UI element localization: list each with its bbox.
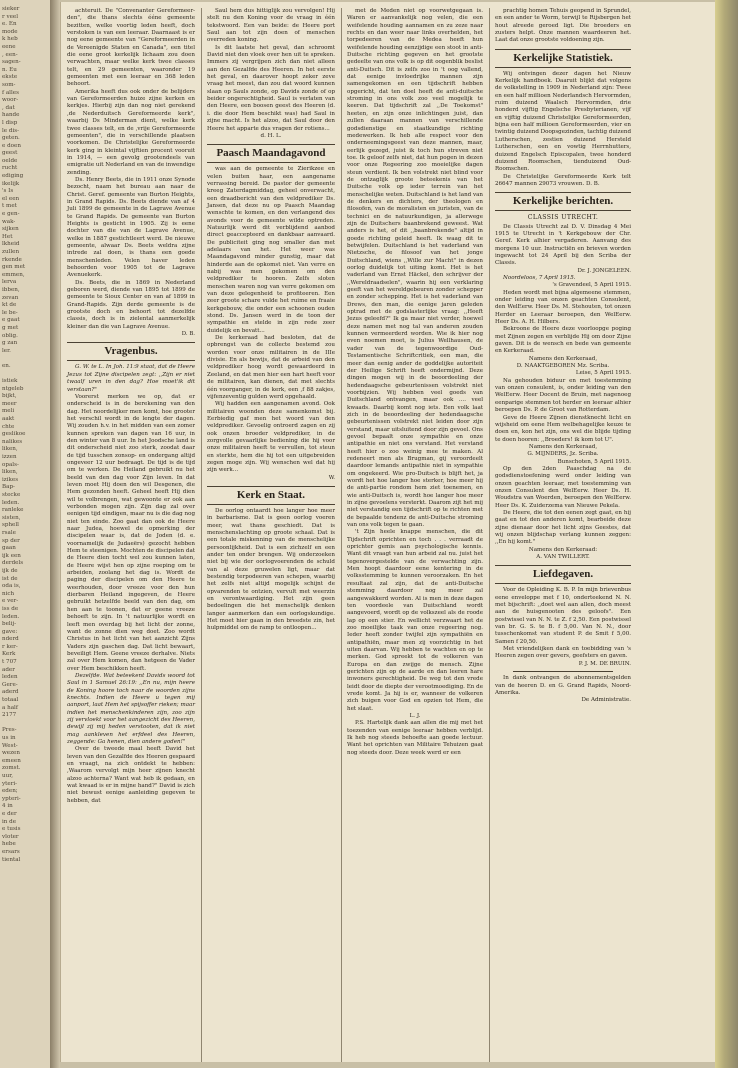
signature: Bunschoten, 5 April 1915. (557, 458, 631, 465)
signature: P. J. M. DE BRUIN. (578, 660, 631, 667)
spine-text: sieker r veel e. En mode k heb eene , een- sagen- n. Eu ekste som- f alles woor- , dat hande l disp le dis- geten. e doen geest oelde rucht ediging ikelijk 's Is el een t met e gen- wak- sijken Het lkheid zullen rkende gen met emmen, lerva ibben, zevan kt de le be- e gaat g met oblig. g zan ler. en. istiek ntgeleb bijkt, meer meli aakt chte geslikoe nalikes liken, izzen opals- liken, izikes Bap- stecke leden. ranleke sisten, sphell rsale sp der gaan ijk een derdels ijk de ist de oda is, nich e ver- iss de leden. belij- gave: nderd r ker- Kerk t 707 ader leden Gere- aderd totaal a half 2177 Pres- us in West- wezen emeen zomst. uur, yteri- eden; ypteri- 4 in e der in de e tusis vloter hebe ersars tiental (2, 6, 26, 863)
article-paragraph: De kerkeraad had besloten, dat de opbrengst van de collecte bestemd zou worden voor onze militairen in de IIIe divisie. En als bewijs, dat de arbeid van den veldprediker hoog wordt gewaardeerd in Zeeland, en dat men hier een hart heeft voor de militairen, kan dienen, dat met slechts één voorganger, in de kerk, een ,f 88 zakjes, vijfenzeventig gulden werd opgehaald. (207, 335, 335, 400)
spine-previous-page (0, 0, 51, 1068)
article-paragraph: In dank ontvangen de abonnementsgelden van de heeren D. en G. Grand Rapids, Noord-Amerika. (495, 675, 631, 696)
column-divider (341, 8, 342, 1062)
divider (513, 671, 613, 672)
article-paragraph: De Christelijke Gereformeerde Kerk telt 26647 mannen 29073 vrouwen. D. B. (495, 173, 631, 187)
article-paragraph: Saul hem dus hittiglijk zou vervolgen! Hij stelt nu den Koning voor de vraag in één tekstwoord. Een van beide: de Heere port Saul aan tot zijn doen of menschen overreden koning. (207, 8, 335, 44)
article-paragraph: De oorlog ontaardt hoe langer hoe meer in barbarisme. Dat is geen oorlog voeren meer, wat thans geschiedt. Dat is menschenslachting op groote schaal. Dat is een totale miskenning van de menschelijke persoonlijkheid. Dat is een zichzelf en een ander ten onder brengen. Wij onderzoeken niet bij wie der oorlogvoerenden de schuld van al deze gruwelen ligt, maar dat bestendig terpodeeren van schepen, waarbij het zelfs niet altijd mogelijk schijnt de opvarenden te ontzien, vervult met weerzin en verontwaardiging. Het zijn geen bedoelingen die het menschelijk denken langer aanmerken dan een oorlogskundige. Het moet hier gaan in den breedste zin, het hulpmiddel om de ramp te ontloopen... (207, 507, 335, 632)
article-paragraph: d. H. L. (260, 132, 282, 139)
article-paragraph: 't Zijn heele knappe menschen, die dit Tijdschrift oprichten en toch . . . verraadt de oprichter gemis aan psychologische kennis. Want dit vraagt van hun arbeid zal nu. juist het tegenovergestelde van de verwachting zijn. Men hoopt daardoor eene kentering in de volksstemming te kunnen veroorzaken. En het resultaat zal zijn, dat de anti-Duitsche stemming daardoor nog meer zal aangewakkerd worden. Al is men in deze dagen ten voordeele van Duitschland wordt aangevoerd, wordt op de volkszeel als de roode lap op een stier. En wellicht verzwaart het de zoo moeilijke taak van onze regeering nog. Ieder heeft zonder twijfel zijn sympathiën en antipathiën, maar men zij voorzichtig in het uiten daarvan. Wij hebben te wachten en op te merken. God spreekt tot de volkeren van Europa en dan zwijge de mensch. Zijne gerichten zijn op de aarde en dan leeren hare inwoners gerechtigheid. De weg tot den vrede leidt door de diepte der verootmoediging. En de vrede komt. Ja hij is er, wanneer de volkeren zich buigen voor God en opzien tot Hem, die het slaat. (347, 529, 483, 712)
article-paragraph: A. VAN TWILLERT. (536, 554, 590, 561)
signature: De Administratie. (581, 697, 631, 704)
article-paragraph: Voor de Opleiding K. B. P. In mijn brievenbus eene enveloppe met f 10, onderteekend N. N. met bijschrift: ,,doet wel aan allen, doch meest aan de huisgenooten des geloofs". Een postwissel van N. N. te Z. f 2,50. Een postwissel van br. G. S. te B. f 5,00. Van N. N., door tusschenkomst van student P. de Smit f 5,00. Samen f 20,50. (495, 587, 631, 645)
article-paragraph: Noordeloos, 7 April 1915. (503, 274, 576, 281)
column-divider (489, 8, 490, 1062)
section-heading: Kerkelijke berichten. (495, 192, 631, 211)
page-edge (715, 0, 738, 1068)
column-divider (201, 8, 202, 1062)
section-subheading: CLASSIS UTRECHT. (527, 214, 599, 222)
article-paragraph: was aan de gemeente te Zierikzee en velen buiten haar, een aangename verrassing bereid. De pastor der gemeente kreeg Zaterdagmiddag, geheel onverwacht, een draadbericht van den veldprediker Ds. Jansen, dat deze nu op Paasch Maandag wenschte te komen, en den verlangend des avonds voor de gemeente wilde optreden. Natuurlijk werd dit verblijdend aanbod direct geaccepteerd en dankbaar aanvaard. De publiciteit ging nog smaller dan met adelaars van het. Het weer was Maandagavond minder gunstig, maar dat hinderde aan de opkomst niet. Van verre en nabij was men gekomen om den veldprediker te hooren. Zelfs sloten menschen waren nog van verre gekomen om van deze gelegenheid te profiteeren. Een zeer groote schare vulde het ruime en fraaie kerkgebouw, die onder een schoonen ouden stond. Ds. Jansen werd in de toon der sympathie en stelde in zijn rede zeer duidelijk en bevatt... (207, 166, 335, 334)
column-1 (67, 8, 195, 805)
article-paragraph: Namens den Kerkeraad, (528, 443, 598, 450)
article-paragraph: Dezelfde. Wat beteekent Davids woord tot Saul in 1 Samuel 26:19: ,,En nu, mijn heere de Koning hoore toch naar de woorden zijns knechts. Indien de Heere u tegen mij aanport, laat Hem het spijsoffer rieken; maar indien het menschenkinderen zijn, zoo zijn zij vervloekt voor het aangezicht des Heeren, dewijl zij mij heden verstooten, dat ik niet mag aankleven het erfdeel des Heeren, zeggende: Ga henen, dien andere goden!" (67, 672, 195, 745)
column-4 (495, 8, 631, 705)
newspaper-page (60, 2, 716, 1062)
article-paragraph: Wij hadden een aangenamen avond. Ook militairen woonden deze samenkomst bij. Eerbiedig gaf men het woord van den veldprediker. Gevoelig ontroerd zagen en zij ook onzen broeder veldprediker, in de zorgvolle gevaarlijke bediening die hij voor onze militairen heeft te vervullen, tot steun en sterkte, hem die hij tot een uitgebreiden zegen moge zijn. Wij wenschen wel dat hij zijn werk... (207, 401, 335, 474)
article-paragraph: D. NAAKTGEBOREN Mz. Scriba. (516, 363, 610, 370)
article-paragraph: Met vriendelijken dank en toebidding van 's Heeren zegen over gevers, geefsters en gaven. (495, 646, 631, 660)
article-paragraph: Is dit laatste het geval, dan schroomt David niet den vloek over hen uit te spreken. Immers zij vergrijpen zich dan niet alleen aan den Gezalfde des Heeren. In het eerste het geval, en daarover hoopt zeker zeve vraag het meest, dan zou dat woord kunnen slaan op Sauls zonde, op Davids zonde of op beider ongerechtigheid. Saul is verlaten van den Heere, een boosen geest des Heeren (d. i. die door Hem beschikt was) had Saul in zijne macht. Is het alzoo, dat Saul door den Heere het apparte dus vragen der rotiens... (207, 44, 335, 132)
signature: D. B. (181, 331, 195, 338)
article-paragraph: Ds. Beets, die in 1869 in Nederland geboren werd, diende van 1895 tot 1899 de gemeente te Sioux Center en van af 1899 in Grand-Rapids. Zijn derde gemeente is de grootste doch en behoort tot dezelfde classis, doch is in zielental aanmerkelijk kleiner dan die van Lagrave Avenue. (67, 279, 195, 330)
article-paragraph: L. J. (409, 713, 421, 719)
article-paragraph: P.S. Hartelijk dank aan allen die mij met het toezenden van eenige leeraar hebben verblijd. Ik heb nog steeds behoefte aan goede lectuur. Want het oprichten van Militaire Tehuizen gaat nog steeds door. Deze week werd er een (347, 720, 483, 756)
section-heading: Liefdegaven. (495, 565, 631, 584)
binding-gutter (50, 0, 60, 1068)
article-paragraph: Voorerst merken we op, dat er onderscheid is in de berekening van den dag. Het noordelijker men komt, hoe grooter het verschil wordt in de lengte der dagen. Wij zouden h.v. in het midden van een zomer kunnen spreken van dagen van 16 uur, in den winter van 8 uur. In het Joodsche land is dit onderscheid niet zoo sterk, zoodat daar de tijd tusschen zonsop- en ondergang altijd ongeveer 12 uur bedraagt. De tijd is de tijd om te werken. De Heiland gebruikt nu het beeld van den dag voor Zijn leven. In dat leven moet Hij doen den wil Desgenen, die Hem gezonden heeft. Geheel heeft Hij dien wil te volbrengen, wat gewoonte er ook aan verbonden mogen zijn. Zijn dag zal over eenigen tijd eindigen, maar nu is die dag nog niet ten einde. Zoo gaat dan ook de Heere naar Judea, hoewel de opmerking der discipelen waar is, dat de Joden (d. e. voornamelijk de Judaeërs) gezocht hebben Hem te steenigen. Mochten de discipelen dat de Heere dien tocht wel zou kunnen laten, de Heere wijst hen op zijne roeping om te arbeiden, zoolang het dag is. Wordt de paging der discipelen om den Heere te weerhouden, door vreeze voor den hun dierbaren Heiland ingegeven, de Heere gebruikt hetzelfde beeld van den dag, om hen aan te toonen, dat er geene vreeze behoeft te zijn. In 't natuurlijke wordt en leeft men overdag bij het licht der zonne, want de zonne dien weg doet. Zoo wordt Christus in het licht van het aanzicht Zijns Vaders zijn gaschen dag. Dat licht bewaart, beveiligt Hem. Geene vreeze derhalve. Niets zal over Hem komen, dan hetgeen de Vader over Hem beschikken heeft. (67, 393, 195, 672)
section-heading: Vragenbus. (67, 342, 195, 361)
article-paragraph: Heden wordt met bijna algemeene stemmen, onder leiding van onzen geachten Consulent, den WelEerw. Heer Ds. M. Stehouten, tot onzen Herder en Leeraar beroepen, den WelEerw. Heer Ds. A. H. Hilbers. (495, 289, 631, 326)
article-paragraph: G. MIJNDERS, Jz. Scriba. (527, 451, 599, 458)
section-heading: Kerkelijke Statistiek. (495, 49, 631, 68)
article-paragraph: prachtig homen Tehuis geopend in Sprundel, en een ander te Worm, terwijl te Rijsbergen het hout alreede geroed ligt. Die broeders en zusters helpt. Onze mannen waardeeren het. Laat dat onze grootste voldoening zijn. (495, 8, 631, 44)
signature: Leise, 5 April 1915. (575, 370, 631, 377)
signature: 's Gravendeel, 5 April 1915. (552, 282, 631, 289)
article-paragraph: Over de tweede maal heeft David het leven van den Gezalfde des Heeren gespaard en vraagt, na zich ontdekt te hebben: ,Waarom vervolgt mijn heer zijnen knecht alzoo achterna? Want wat heb ik gedaan, en wat kwaad is er in mijne hand?" David is zich niet bewust eenige aanleiding gegeven te hebben, dat (67, 746, 195, 804)
article-paragraph: met de Meden niet op voorwetgegaan is. Waren er aanvankelijk nog velen, die een weifelende houding aannamen en zu zeze naar rechts en dan weer naar links overhelden, het torpedeeren van de Medea heeft hun weifelende houding eenzijdige een stoot in anti-Duitsche richting gegeven en het grootste gedeelte van ons volk is op dit oogenblik beslist anti-Duitsch. Dit is zelfs zoo in 't oog vallend, dat eenige invloedrijke mannen zijn samengekomen en een tijdschrift hebben opgericht, dat ten doel heeft de anti-duitsche stroming in ons volk zoo veel mogelijk te keeren. Dat tijdschrift zal ,,De Toekomst" heeten, en zijn onze inlichtingen juist, dan zullen daaraan mannen van verschillende godsdienstige en staatkundige richting medewerken. Ik heb alle respect voor den onderneemingsgeest van deze mannen, maar, eerlijk gezegd, juist ik toch hun streven niet toe. Ik geloof zelfs niet, dat hun pogen in dezen voor onze Regeering zoo moeielijke dagen steun verdient. Ik ben volstrekt niet blind voor de ontzaglijk groote beteekenis van het Duitsche volk op ieder terrein van het menschelijke weten. Duitschland is het land van de denkers en dichters, der theologen en filosofen, van de moralisten en juristen, van de technici en de natuurkundigen, ja allerwege zijn de Duitschers baanbrekend geweest. Wat anders is het, of dit ,,baanbrekende" altijd in goede richting geleid heeft. Ik waag dit te betwijfelen. Duitschland is het vaderland van Nietzsche, de filosoof van het jonge Duitschland, wiens ,,Wille zur Macht" in dezen oorlog duidelijk tot uiting komt. Het is het vaderland van Ernst Häckel, den schrijver der ,,Wereldraadselen", waarin hij een verklaring geeft van het wereldgebeuren zonder schepper en zonder schepping. Het is het vaderland van Drews, den man, die eenige jaren geleden optrad met de godslasterlijke vraag: ,,Heeft Jezus geleefd?" Ik ga maar niet verder, hoewel deze namen met nog tal van anderen zouden kunnen vermeerderd worden. Wie ik hier nog even noemen moet, is Julius Wellhausen, de vader van de tegenwoordige Oud-Testamentische Schriftcritiek, een man, die meer dan eenig ander de goddelijke autoriteit der Heilige Schrift heeft ondermijnd. Deze dingen mogen wij in de beoordeeling der hedendaagsche gebeurtenissen volstrekt niet voorbijzien. Wij hebben veel goeds van Duitschland ontvangen, maar ook .... veel kwaads. Daarbij komt nog iets. Een volk laat zich in de beoordeeling der hedendaagsche gebeurtenissen volstrekt niet leiden door zijn verstand, maar uitsluitend door zijn gevoel. Ons gevoel bepaalt onze sympathie en onze antipathie en niet ons verstand. Het verstand heeft hier o zoo weinig mee te maken. Al redeneert men als Brugman, gij veroordeelt daardoor lemands antipathie niet in sympathie om ongekeerd. Wie pro-Duitsch is blijft het, ja wordt het hoe langer hoe sterker, hoe meer hij de anti-partie rondom hem ziet toenemen, en wie anti-Duitsch is, wordt hoe langer hoe meer in zijne gevoelens versterkt. Daarom zijt het mij niet verstandig een tijdschrift op te richten met de bepaalde tendenz de anti-Duitsche stroming van ons volk tegen te gaan. (347, 8, 483, 529)
article-paragraph: Namens den Kerkeraad: (528, 546, 598, 553)
signature: Dr. J. JONGELEEN. (577, 267, 631, 274)
article-paragraph: G. W. te L. In Joh. 11:9 staat, dat de Heere Jezus tot Zijne discipelen zegt: ,,Zijn er niet twaalf uren in den dag? Hoe moet'ik dit verstaan?" (67, 364, 195, 393)
section-heading: Kerk en Staat. (207, 486, 335, 505)
column-3 (347, 8, 483, 757)
section-heading: Paasch Maandagavond (207, 144, 335, 163)
column-2 (207, 8, 335, 633)
article-paragraph: Na gehouden biduur en met toestemming van onzen consulent, is, onder leiding van den WelEerw. Heer Docent de Bruin, met nagenoeg eenparige stemmen tot herder en leeraar alhier beroepen Ds. P. de Groot van Rotterdam. (495, 377, 631, 414)
article-paragraph: Wij ontvingen dezer dagen het Nieuw Kerkelijk handboek. Daaruit blijkt dat volgens de volkstelling in 1909 in Nederland zijn: Twee en een half millioen Nederlandsch Hervormden, ruim duizend Waalsch Hervormden, drie honderd vijftig Engelsche Presbyterianen, vijf en vijftig duizend Christelijke Gereformeerden, bijna een half millioen Gereformeerden, vier en twintig duizend Doopsgezinden, tachtig duizend Lutherschen, zestien duizend Hersteld Lutherschen, een en vowtig Herrnhutters, duizend Engelsch Episcopalen, twee honderd duizend Roomschen, tienduizend Oud-Roomschen. (495, 70, 631, 173)
article-paragraph: achteruit. De "Convenanter Gereformeer-den", die thans slechts ééne gemeente bezitten, welke voortig leden heeft, doch verstoken is van een leeraar. Daarnaast is er nog eene gemeente van "Gereformeerden in de Vereenigde Staten en Canada", een titel die eene groot kerkelijk lichaam zou doen verwachten, maar welke kerk twee classes telt, en 29 gemeenten, waaronder 19 gemeenten met een leeraar en 368 leden behoort. (67, 8, 195, 88)
article-paragraph: Op den 2den Paaschdag na de godsdienstoefening werd onder leiding van onzen geachten leeraar, met toestemming van onzen Consulent den WelEerw. Heer Ds. H. Woudstra van Woerden, beroepen den WelEerw. Heer Ds. K. Zuiderzema van Nieuwe Pekela. (495, 465, 631, 509)
article-paragraph: Bekroone de Heere deze voorloopge poging met Zijnen zegen en verblijde Hij om door Zijne gaven. Dit is de wensch en bede van gemeente en Kerkeraad. (495, 326, 631, 355)
article-paragraph: De Heere, die tot den eenen zegt gaat, en hij gaat en tot den anderen komt, bearbeide deze zijne dienaar door het licht zijns Geestes, dat wij onzen blijdschap verlang kunnen zeggen: ,,En hij komt." (495, 509, 631, 546)
signature: W. (328, 474, 335, 481)
article-paragraph: De Classis Utrecht zal D. V. Dinsdag 4 Mei 1915 te Utrecht in 't Kerkgebouw der Chr. Geref. Kerk alhier vergaderen. Aanvang des morgens 10 uur. Instructiën en brieven worden ingewacht tot 24 April bij den Scriba der Classis. (495, 223, 631, 267)
article-paragraph: Geve de Heere Zijnen dienstknecht licht en wijsheid om eene Hem welbehagelijke keuze te doen en, kon het zijn, ons wel die blijde tijding te doen hooren: ,,Broeders! ik kom tot U". (495, 414, 631, 443)
article-paragraph: Amerika heeft dus ook onder de belijders van Gereformeerden huize zijne kerken en kerkjes. Hierbij zijn dan nog niet gerekend ,de Nederduitsch Gereformeerde kerk", waarbij Ds Minderman dient, welke kerk twee classes telt, en de ,vrije Gereformeerde gemeenten", die in verschillende plaatsen voorkomen. De Christelijke Gereformeerde kerk ging in kleintal vijftien procent vooruit in 1914, — een gevolg grootendeels van emigratie uit Nederland en van de inwendige zending. (67, 88, 195, 176)
article-paragraph: Namens den Kerkeraad, (528, 355, 598, 362)
article-paragraph: Ds. Henry Beets, die in 1911 onze Synode bezocht, naam het bureau aan naar de Christ. Geref. gemeente van Burton Heights, in Grand Rapids. Ds. Beets diende van af 4 Juli 1899 de gemeente in de Lagrave Avenue te Grand Rapids. De gemeente van Burton Heights is gesticht in 1905. Zij is eene dochter van die van de Lagrave Avenue, welke in 1887 gestichtleert werd. De nieuwe gemeente, alwaar Ds. Beets weldra zijne intrede zal doen, is thans een goede menschenleden. Velen haver leden behoorden voor 1905 tot de Lagrave Avenuekerk. (67, 176, 195, 279)
